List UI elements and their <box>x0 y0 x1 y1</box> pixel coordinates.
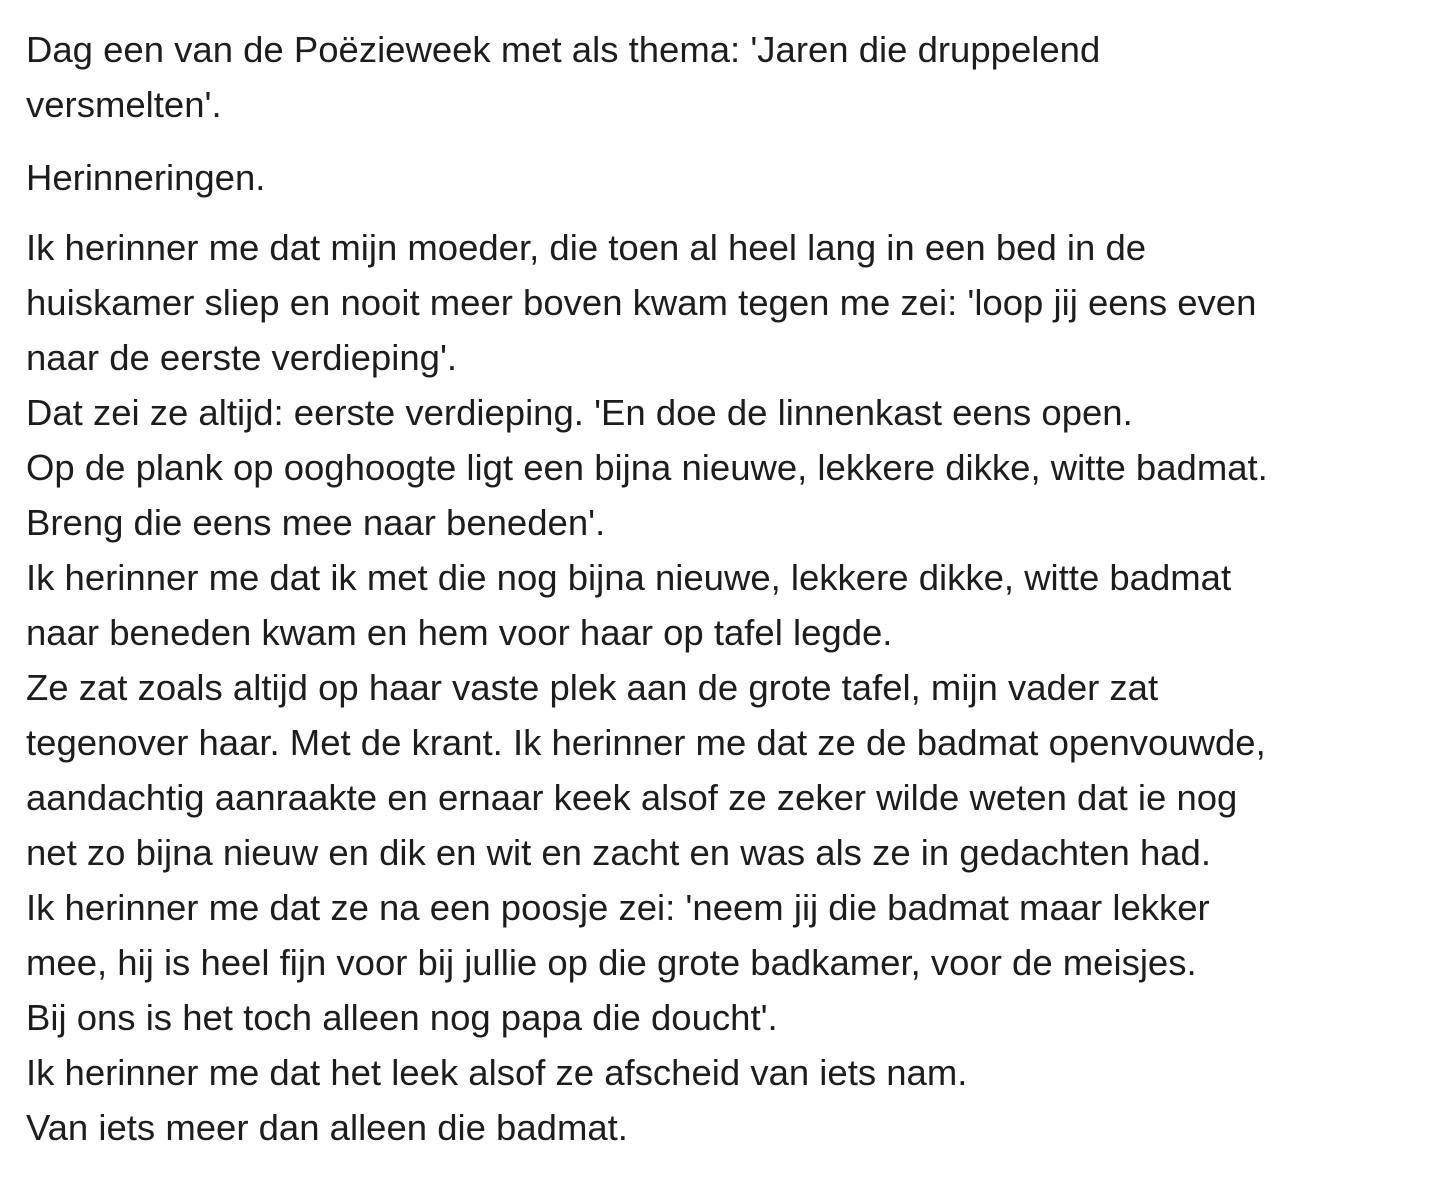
poem-line: Op de plank op ooghoogte ligt een bijna nieuwe, lekkere dikke, witte badmat. <box>26 447 1268 488</box>
post-text <box>26 22 1416 1155</box>
poem-line: mee, hij is heel fijn voor bij jullie op die grote badkamer, voor de meisjes. <box>26 942 1197 983</box>
poem-line: Ik herinner me dat het leek alsof ze afscheid van iets nam. <box>26 1052 968 1093</box>
poem-line: Ik herinner me dat ze na een poosje zei: 'neem jij die badmat maar lekker <box>26 887 1210 928</box>
poem-line: Bij ons is het toch alleen nog papa die doucht'. <box>26 997 778 1038</box>
poem-line: Dat zei ze altijd: eerste verdieping. 'En doe de linnenkast eens open. <box>26 392 1133 433</box>
poem-line: aandachtig aanraakte en ernaar keek alsof ze zeker wilde weten dat ie nog <box>26 777 1238 818</box>
intro-line: Dag een van de Poëzieweek met als thema: 'Jaren die druppelend <box>26 29 1101 70</box>
intro-line: versmelten'. <box>26 84 222 125</box>
poem-line: net zo bijna nieuw en dik en wit en zacht en was als ze in gedachten had. <box>26 832 1211 873</box>
poem-line: Van iets meer dan alleen die badmat. <box>26 1107 628 1148</box>
poem-line: naar beneden kwam en hem voor haar op tafel legde. <box>26 612 893 653</box>
poem-line: Ze zat zoals altijd op haar vaste plek aan de grote tafel, mijn vader zat <box>26 667 1159 708</box>
poem-line: Ik herinner me dat ik met die nog bijna nieuwe, lekkere dikke, witte badmat <box>26 557 1232 598</box>
poem-line: Ik herinner me dat mijn moeder, die toen al heel lang in een bed in de <box>26 227 1147 268</box>
poem-line: tegenover haar. Met de krant. Ik herinner me dat ze de badmat openvouwde, <box>26 722 1266 763</box>
poem-title-text: Herinneringen. <box>26 157 266 198</box>
intro-paragraph <box>26 22 1416 132</box>
poem-line: huiskamer sliep en nooit meer boven kwam tegen me zei: 'loop jij eens even <box>26 282 1257 323</box>
poem-line: naar de eerste verdieping'. <box>26 337 458 378</box>
poem-title <box>26 150 1416 205</box>
poem-body <box>26 220 1416 1155</box>
poem-line: Breng die eens mee naar beneden'. <box>26 502 606 543</box>
